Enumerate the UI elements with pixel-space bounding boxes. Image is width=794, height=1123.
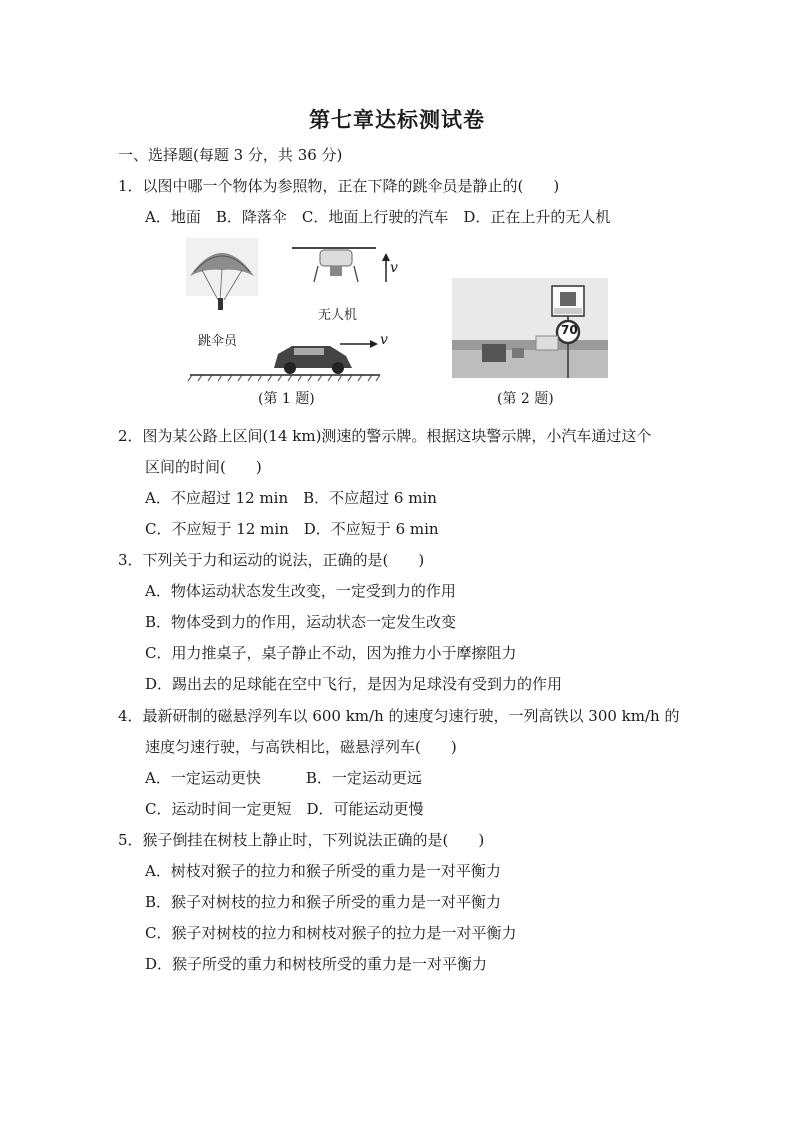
section-heading: 一、选择题(每题 3 分，共 36 分) xyxy=(118,146,343,164)
question-4-options-ab: A．一定运动更快 B．一定运动更远 xyxy=(145,769,422,787)
parachute-image xyxy=(186,238,258,310)
question-5-option-c: C．猴子对树枝的拉力和树枝对猴子的拉力是一对平衡力 xyxy=(145,924,517,942)
question-3-option-a: A．物体运动状态发生改变，一定受到力的作用 xyxy=(145,582,456,600)
question-3-option-b: B．物体受到力的作用，运动状态一定发生改变 xyxy=(145,613,457,631)
question-5-option-a: A．树枝对猴子的拉力和猴子所受的重力是一对平衡力 xyxy=(145,862,501,880)
question-5-stem: 5．猴子倒挂在树枝上静止时，下列说法正确的是( ) xyxy=(118,831,485,849)
question-1-options: A．地面 B．降落伞 C．地面上行驶的汽车 D．正在上升的无人机 xyxy=(145,208,611,226)
figure-2-caption: (第 2 题) xyxy=(497,391,554,407)
question-4-options-cd: C．运动时间一定更短 D．可能运动更慢 xyxy=(145,800,424,818)
question-5-option-b: B．猴子对树枝的拉力和猴子所受的重力是一对平衡力 xyxy=(145,893,502,911)
question-3-option-c: C．用力推桌子，桌子静止不动，因为推力小于摩擦阻力 xyxy=(145,644,517,662)
figure-1-caption: (第 1 题) xyxy=(258,391,315,407)
question-2-options-ab: A．不应超过 12 min B．不应超过 6 min xyxy=(145,489,437,507)
question-3-option-d: D．踢出去的足球能在空中飞行，是因为足球没有受到力的作用 xyxy=(145,675,563,693)
drone-velocity-label: v xyxy=(390,260,398,276)
question-2-stem: 2．图为某公路上区间(14 km)测速的警示牌。根据这块警示牌，小汽车通过这个 xyxy=(118,427,652,445)
question-5-option-d: D．猴子所受的重力和树枝所受的重力是一对平衡力 xyxy=(145,955,488,973)
question-4-stem: 4．最新研制的磁悬浮列车以 600 km/h 的速度匀速行驶，一列高铁以 300 km/h 的 xyxy=(118,707,680,725)
question-2-stem-cont: 区间的时间( ) xyxy=(145,458,262,476)
car-image xyxy=(274,346,352,374)
parachutist-label: 跳伞员 xyxy=(198,334,238,349)
question-4-stem-cont: 速度匀速行驶，与高铁相比，磁悬浮列车( ) xyxy=(145,738,457,756)
question-3-stem: 3．下列关于力和运动的说法，正确的是( ) xyxy=(118,551,425,569)
drone-label: 无人机 xyxy=(318,308,358,323)
page-title: 第七章达标测试卷 xyxy=(309,107,485,132)
car-velocity-label: v xyxy=(380,332,388,348)
figure-1 xyxy=(180,236,390,386)
question-1-stem: 1．以图中哪一个物体为参照物，正在下降的跳伞员是静止的( ) xyxy=(118,177,560,195)
drone-image xyxy=(292,248,376,282)
figure-2-photo xyxy=(452,278,608,378)
question-2-options-cd: C．不应短于 12 min D．不应短于 6 min xyxy=(145,520,439,538)
speed-limit-value: 70 xyxy=(561,323,578,337)
